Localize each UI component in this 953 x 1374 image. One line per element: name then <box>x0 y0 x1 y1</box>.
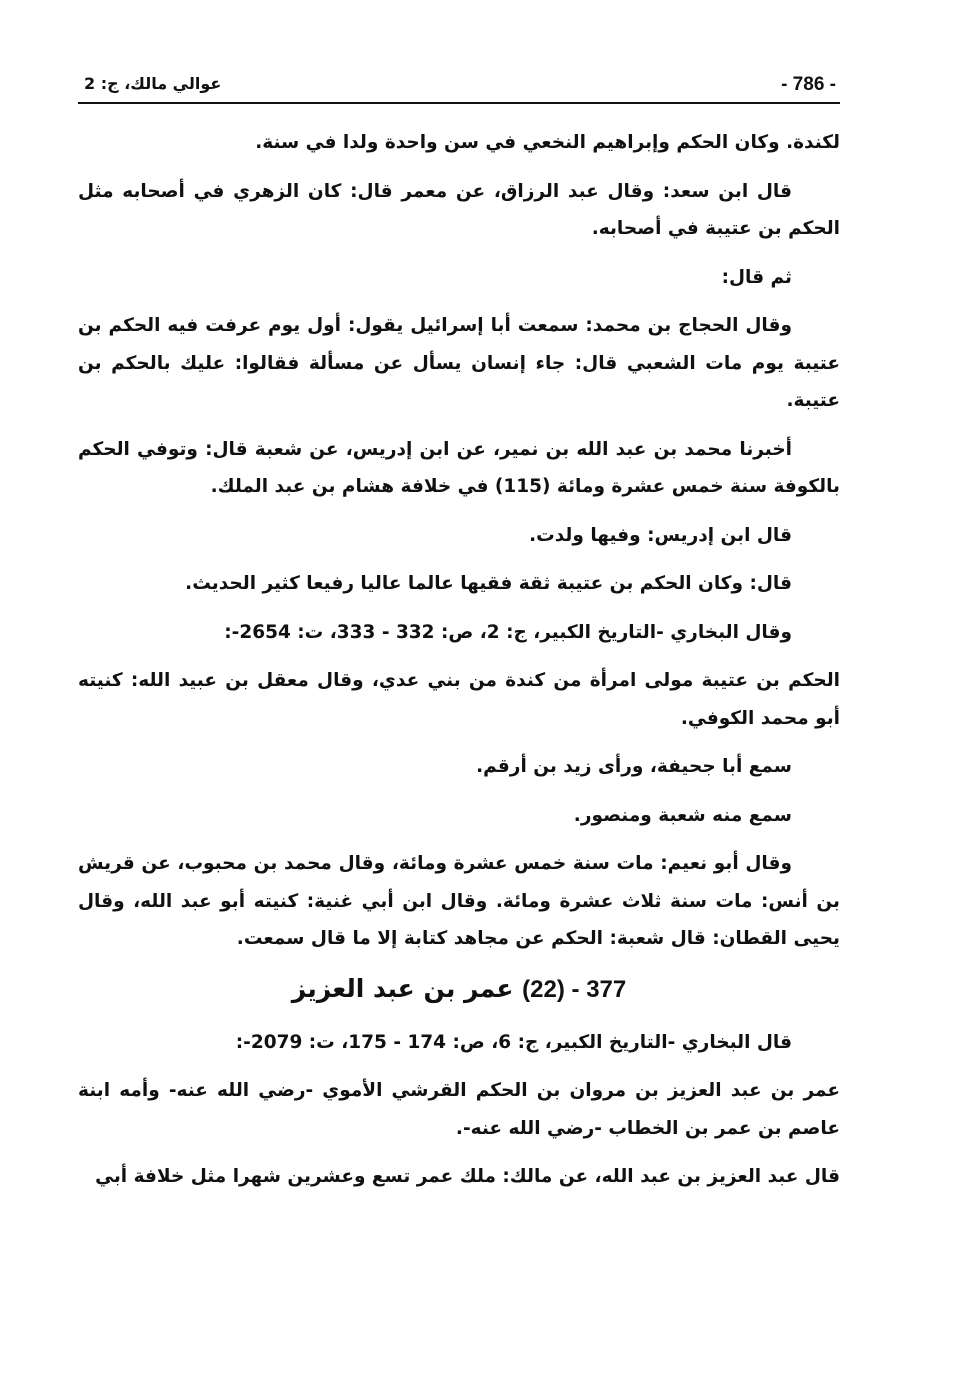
running-title: عوالي مالك، ج: 2 <box>84 74 222 93</box>
biography-heading <box>78 969 840 1010</box>
paragraph: وقال أبو نعيم: مات سنة خمس عشرة ومائة، وقال محمد بن محبوب، عن قريش بن أنس: مات سنة ثلاث عشرة ومائة. وقال ابن أبي غنية: كنيته أبو عبد الله، وقال يحيى القطان: قال شعبة: الحكم عن مجاهد كتابة إلا ما قال سمعت. <box>78 853 840 949</box>
paragraph: أخبرنا محمد بن عبد الله بن نمير، عن ابن إدريس، عن شعبة قال: وتوفي الحكم بالكوفة سنة خمس عشرة ومائة (115) في خلافة هشام بن عبد الملك. <box>78 438 840 497</box>
paragraph: ثم قال: <box>721 266 792 288</box>
paragraph: وقال البخاري -التاريخ الكبير، ج: 2، ص: 332 - 333، ت: 2654-: <box>224 621 792 643</box>
paragraph: قال ابن سعد: وقال عبد الرزاق، عن معمر قال: كان الزهري في أصحابه مثل الحكم بن عتيبة في أصحابه. <box>78 180 840 239</box>
biography-number: 377 - (22) <box>522 975 627 1003</box>
paragraph: قال ابن إدريس: وفيها ولدت. <box>529 524 792 546</box>
paragraph: لكندة. وكان الحكم وإبراهيم النخعي في سن واحدة ولدا في سنة. <box>255 132 840 153</box>
biography-name: عمر بن عبد العزيز <box>291 973 514 1003</box>
paragraph: الحكم بن عتيبة مولى امرأة من كندة من بني عدي، وقال معقل بن عبيد الله: كنيته أبو محمد الكوفي. <box>78 670 840 729</box>
paragraph: عمر بن عبد العزيز بن مروان بن الحكم القرشي الأموي -رضي الله عنه- وأمه ابنة عاصم بن عمر بن الخطاب -رضي الله عنه-. <box>78 1080 840 1139</box>
paragraph: قال: وكان الحكم بن عتيبة ثقة فقيها عالما عاليا رفيعا كثير الحديث. <box>185 573 792 594</box>
paragraph: سمع منه شعبة ومنصور. <box>573 804 792 826</box>
body-text <box>78 124 840 1207</box>
page-header <box>78 66 840 104</box>
paragraph: قال عبد العزيز بن عبد الله، عن مالك: ملك عمر تسع وعشرين شهرا مثل خلافة أبي <box>95 1166 840 1187</box>
paragraph: وقال الحجاج بن محمد: سمعت أبا إسرائيل يقول: أول يوم عرفت فيه الحكم بن عتيبة يوم مات الشعبي قال: جاء إنسان يسأل عن مسألة فقالوا: عليك بالحكم بن عتيبة. <box>78 315 840 411</box>
paragraph: قال البخاري -التاريخ الكبير، ج: 6، ص: 174 - 175، ت: 2079-: <box>235 1031 792 1053</box>
paragraph: سمع أبا جحيفة، ورأى زيد بن أرقم. <box>476 756 792 777</box>
page-number: - 786 - <box>781 74 836 95</box>
